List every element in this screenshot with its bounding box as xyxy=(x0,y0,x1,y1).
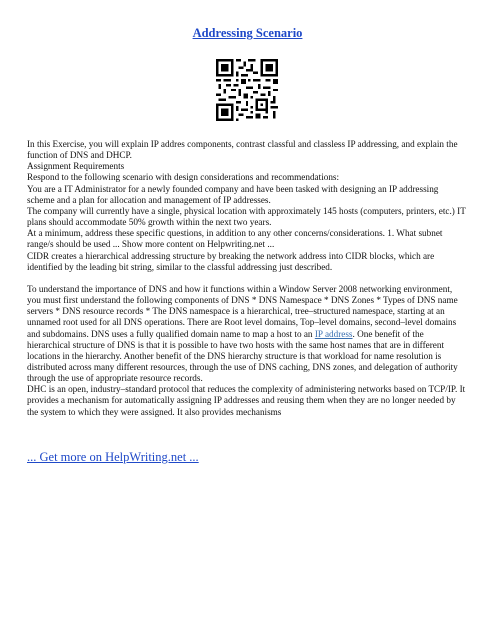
get-more-link[interactable]: ... Get more on HelpWriting.net ... xyxy=(27,450,199,464)
paragraph-dhcp: DHC is an open, industry–standard protocol that reduces the complexity of administering networks based on TCP/IP. It provides a mechanism for automatically assigning IP addresses and reusing them when they are no longer needed by the system to which they were assigned. It also provides mechanisms xyxy=(27,384,466,417)
paragraph-gap xyxy=(27,273,467,284)
paragraph-dns-text: To understand the importance of DNS and how it functions within a Window Server 2008 networking environment, you must first understand the following components of DNS * DNS Namespace * DNS Zones * Types of DNS name servers * DNS resource records * The DNS namespace is a hierarchical, tree–structured namespace, starting at an unnamed root used for all DNS operations. There are Root level domains, Top–level domains, second–level domains and subdomains. DNS uses a fully qualified domain name to map a host to an xyxy=(27,283,458,339)
paragraph-intro: In this Exercise, you will explain IP addres components, contrast classful and classless IP addressing, and explain the function of DNS and DHCP. xyxy=(27,139,458,161)
paragraph-dns xyxy=(27,284,467,384)
article-body xyxy=(27,139,467,418)
ip-address-link[interactable]: IP address xyxy=(314,328,353,339)
paragraph-instructions: Respond to the following scenario with design considerations and recommendations: xyxy=(27,172,340,183)
paragraph-scenario: You are a IT Administrator for a newly founded company and have been tasked with designing an IP addressing scheme and a plan for allocation and management of IP addresses. xyxy=(27,183,439,205)
paragraph-company: The company will currently have a single, physical location with approximately 145 hosts (computers, printers, etc.) IT plans should accommodate 50% growth within the next two years. xyxy=(27,205,466,228)
paragraph-heading: Assignment Requirements xyxy=(27,161,125,172)
qr-code-icon xyxy=(216,59,278,121)
paragraph-questions: At a minimum, address these specific questions, in addition to any other concerns/considerations. 1. What subnet range/s should be used ... Show more content on Helpwriting.net ... xyxy=(27,228,443,250)
document-title[interactable]: Addressing Scenario xyxy=(192,26,303,40)
paragraph-dns-text-rest: . One benefit of the hierarchical structure of DNS is that it is possible to have two hosts with the same host names that are in different locations in the hierarchy. Another benefit of the DNS hierarchy structure is that workload for name resolution is distributed across many different resources, through the use of DNS caching, DNS zones, and delegation of authority through the use of appropriate resource records. xyxy=(27,328,458,384)
paragraph-cidr: CIDR creates a hierarchical addressing structure by breaking the network address into CIDR blocks, which are identified by the leading bit string, similar to the classful addressing just described. xyxy=(27,250,435,272)
